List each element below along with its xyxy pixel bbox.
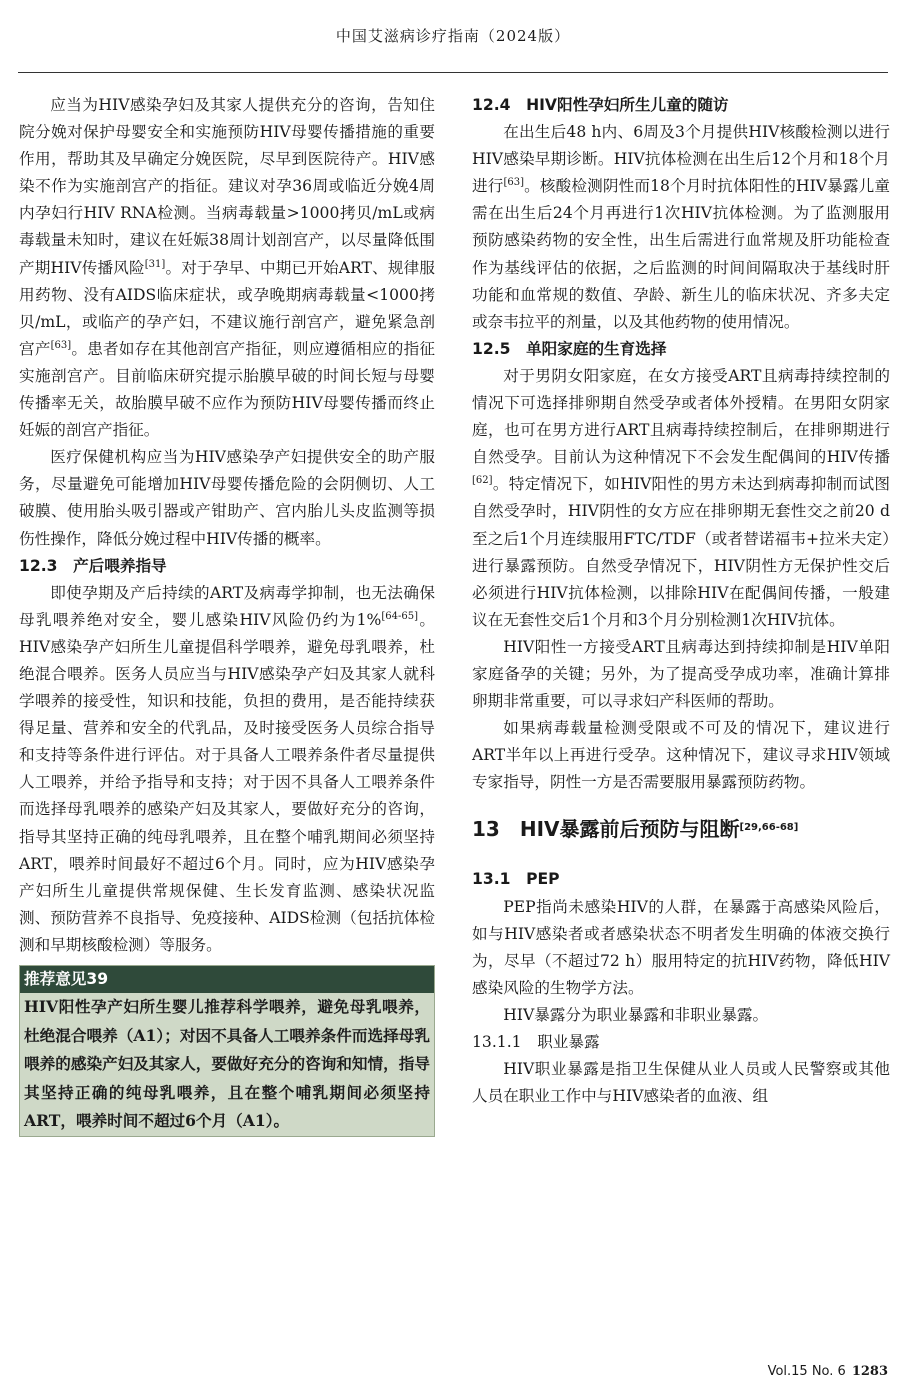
text: 在出生后48 h内、6周及3个月提供HIV核酸检测以进行HIV感染早期诊断。HIV抗体检测在出生后12个月和18个月进行 (472, 123, 890, 196)
chapter-heading-13 (472, 814, 890, 844)
text: 应当为HIV感染孕妇及其家人提供充分的咨询，告知住院分娩对保护母婴安全和实施预防HIV母婴传播措施的重要作用，帮助其及早确定分娩医院，尽早到医院待产。HIV感染不作为实施剖宫产的指征。建议对孕36周或临近分娩4周内孕妇行HIV RNA检测。当病毒载量>1000拷贝/mL或病毒载量未知时，建议在妊娠38周计划剖宫产，以尽量降低围产期HIV传播风险 (19, 96, 435, 277)
text: 13 HIV暴露前后预防与阻断 (472, 817, 740, 842)
page-footer (768, 1364, 888, 1379)
citation: [62] (472, 475, 493, 487)
section-heading-12-5: 12.5 单阳家庭的生育选择 (472, 339, 667, 358)
paragraph-midwifery: 医疗保健机构应当为HIV感染孕产妇提供安全的助产服务，尽量避免可能增加HIV母婴传播危险的会阴侧切、人工破膜、使用胎头吸引器或产钳助产、宫内胎儿头皮监测等损伤性操作，降低分娩过程中HIV传播的概率。 (19, 448, 435, 548)
citation: [64-65] (381, 610, 419, 622)
text: 。核酸检测阴性而18个月时抗体阳性的HIV暴露儿童需在出生后24个月再进行1次HIV抗体检测。为了监测服用预防感染药物的安全性，出生后需进行血常规及肝功能检查作为基线评估的依据，之后监测的时间间隔取决于基线时肝功能和血常规的数值、孕龄、新生儿的临床状况、齐多夫定或奈韦拉平的剂量，以及其他药物的使用情况。 (472, 177, 890, 331)
citation: [29,66-68] (739, 822, 799, 834)
section-heading-12-4: 12.4 HIV阳性孕妇所生儿童的随访 (472, 96, 729, 114)
right-column (472, 92, 890, 1110)
page-number: 1283 (851, 1364, 888, 1379)
recommendation-box (19, 965, 435, 1137)
subsection-heading-13-1-1: 13.1.1 职业暴露 (472, 1033, 600, 1051)
citation: [31] (144, 258, 166, 270)
paragraph-pep-definition: PEP指尚未感染HIV的人群，在暴露于高感染风险后，如与HIV感染者或者感染状态不明者发生明确的体液交换行为，尽早（不超过72 h）服用特定的抗HIV药物，降低HIV感染风险的生物学方法。 (472, 897, 890, 997)
volume-info: Vol.15 No. 6 (767, 1364, 846, 1379)
text: 即使孕期及产后持续的ART及病毒学抑制，也无法确保母乳喂养绝对安全，婴儿感染HIV风险仍约为1% (19, 583, 435, 629)
text: 。HIV感染孕产妇所生儿童提倡科学喂养，避免母乳喂养，杜绝混合喂养。医务人员应当与HIV感染孕产妇及其家人就科学喂养的接受性，知识和技能，负担的费用，是否能持续获得足量、营养和安全的代乳品，及时接受医务人员综合指导和支持等条件进行评估。对于具备人工喂养条件者尽量提供人工喂养，并给予指导和支持；对于因不具备人工喂养条件而选择母乳喂养的感染产妇及其家人，要做好充分的咨询，指导其坚持正确的纯母乳喂养，且在整个哺乳期间必须坚持ART，喂养时间最好不超过6个月。同时，应为HIV感染孕产妇所生儿童提供常规保健、生长发育监测、感染状况监测、预防营养不良指导、免疫接种、AIDS检测（包括抗体检测和早期核酸检测）等服务。 (19, 610, 435, 954)
text: 。患者如存在其他剖宫产指征，则应遵循相应的指征实施剖宫产。目前临床研究提示胎膜早破的时间长短与母婴传播率无关，故胎膜早破不应作为预防HIV母婴传播而终止妊娠的剖宫产指征。 (19, 339, 435, 440)
paragraph-key-point: HIV阳性一方接受ART且病毒达到持续抑制是HIV单阳家庭备孕的关键；另外，为了提高受孕成功率，准确计算排卵期非常重要，可以寻求妇产科医师的帮助。 (472, 637, 890, 711)
paragraph-serodiscordant (472, 363, 890, 634)
journal-title: 中国艾滋病诊疗指南（2024版） (335, 27, 571, 45)
section-heading-12-3: 12.3 产后喂养指导 (19, 556, 167, 575)
text: 对于男阴女阳家庭，在女方接受ART且病毒持续控制的情况下可选择排卵期自然受孕或者体外授精。在男阳女阴家庭，也可在男方进行ART且病毒持续控制后，在排卵期进行自然受孕。目前认为这种情况下不会发生配偶间的HIV传播 (472, 366, 890, 467)
recommendation-title: 推荐意见39 (20, 966, 434, 993)
section-heading-13-1: 13.1 PEP (472, 870, 560, 889)
paragraph-delivery (19, 92, 435, 444)
citation: [63] (503, 177, 525, 189)
paragraph-occupational: HIV职业暴露是指卫生保健从业人员或人民警察或其他人员在职业工作中与HIV感染者的血液、组 (472, 1060, 890, 1106)
left-column (19, 92, 435, 1137)
text: 。对于孕早、中期已开始ART、规律服用药物、没有AIDS临床症状，或孕晚期病毒载量<1000拷贝/mL，或临产的孕产妇，不建议施行剖宫产，避免紧急剖宫产 (19, 258, 435, 358)
citation: [63] (50, 339, 72, 351)
paragraph-exposure-types: HIV暴露分为职业暴露和非职业暴露。 (503, 1005, 769, 1024)
paragraph-feeding (19, 580, 435, 959)
recommendation-body: HIV阳性孕产妇所生婴儿推荐科学喂养，避免母乳喂养，杜绝混合喂养（A1）；对因不具备人工喂养条件而选择母乳喂养的感染产妇及其家人，要做好充分的咨询和知情，指导其坚持正确的纯母乳喂养，且在整个哺乳期间必须坚持ART，喂养时间不超过6个月（A1）。 (24, 997, 430, 1130)
paragraph-followup (472, 119, 890, 336)
paragraph-viral-load: 如果病毒载量检测受限或不可及的情况下，建议进行ART半年以上再进行受孕。这种情况下，建议寻求HIV领域专家指导，阴性一方是否需要服用暴露预防药物。 (472, 719, 890, 792)
running-header (18, 0, 888, 73)
text: 。特定情况下，如HIV阳性的男方未达到病毒抑制而试图自然受孕时，HIV阴性的女方应在排卵期无套性交之前20 d至之后1个月连续服用FTC/TDF（或者替诺福韦+拉米夫定）进行暴露预防。自然受孕情况下，HIV阴性方无保护性交后必须进行HIV抗体检测，以排除HIV在配偶间传播，一般建议在无套性交后1个月和3个月分别检测1次HIV抗体。 (472, 475, 890, 629)
